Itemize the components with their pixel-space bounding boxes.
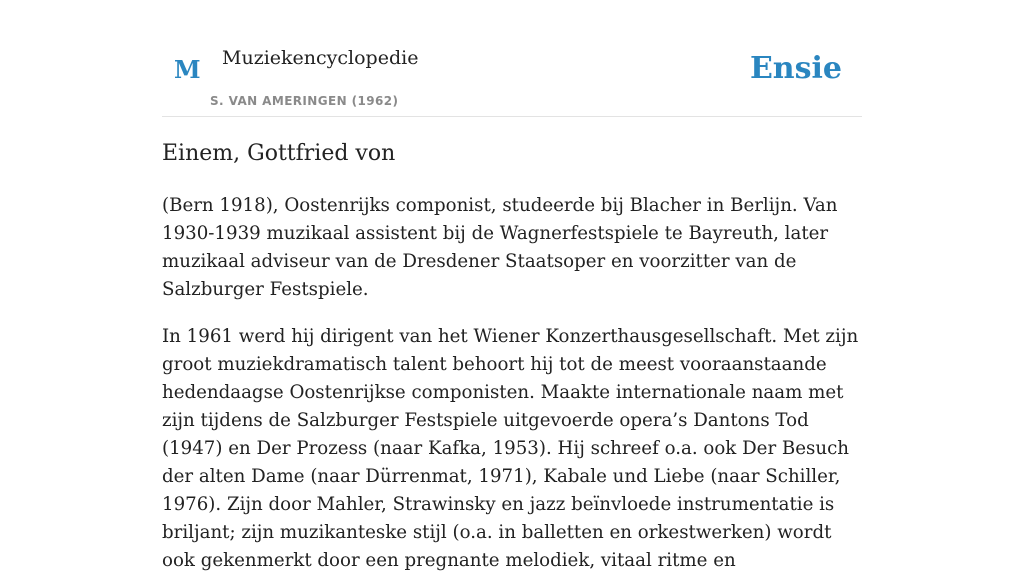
publication-logo-icon[interactable]: M [174, 55, 201, 84]
article-title: Einem, Gottfried von [162, 141, 396, 166]
article [162, 136, 864, 575]
site-header [162, 0, 862, 117]
publication-title[interactable]: Muziekencyclopedie [222, 47, 419, 69]
brand-logo[interactable]: Ensie [749, 51, 842, 86]
article-paragraph-2: In 1961 werd hij dirigent van het Wiener Konzerthausgesellschaft. Met zijn groot muziekdramatisch talent behoort hij tot de meest vooraanstaande hedendaagse Oostenrijkse componisten. Maakte internationale naam met zijn tijdens de Salzburger Festspiele uitgevoerde opera’s Dantons Tod (1947) en Der Prozess (naar Kafka, 1953). Hij schreef o.a. ook Der Besuch der alten Dame (naar Dürrenmat, 1971), Kabale und Liebe (naar Schiller, 1976). Zijn door Mahler, Strawinsky en jazz beïnvloede instrumentatie is briljant; zijn muzikanteske stijl (o.a. in balletten en orkestwerken) wordt ook gekenmerkt door een pregnante melodiek, vitaal ritme en [162, 326, 859, 571]
publication-author: S. VAN AMERINGEN (1962) [210, 94, 399, 108]
article-paragraph-1: (Bern 1918), Oostenrijks componist, studeerde bij Blacher in Berlijn. Van 1930-1939 muzikaal assistent bij de Wagnerfestspiele te Bayreuth, later muzikaal adviseur van de Dresdener Staatsoper en voorzitter van de Salzburger Festspiele. [162, 195, 838, 300]
